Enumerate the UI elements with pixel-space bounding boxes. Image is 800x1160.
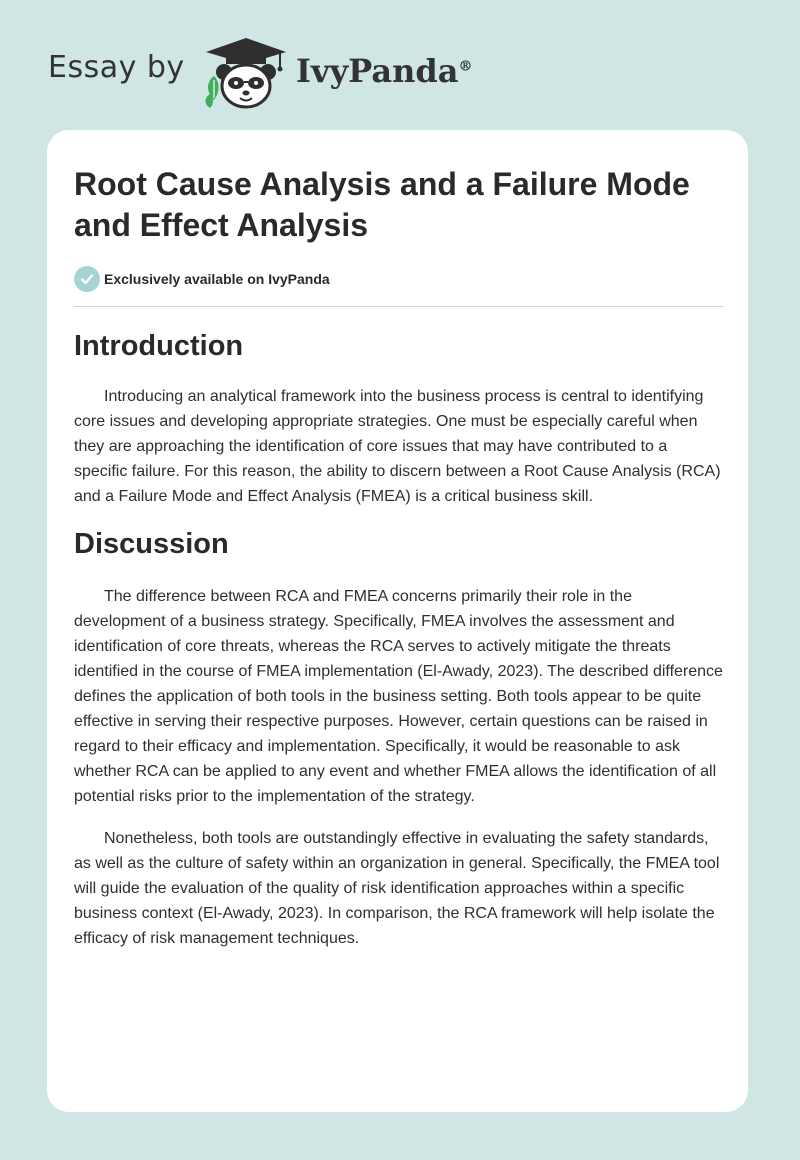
exclusive-badge: [74, 266, 724, 292]
section-heading-introduction: Introduction: [74, 330, 244, 362]
title-divider: [74, 306, 724, 307]
exclusive-badge-text: Exclusively available on IvyPanda: [104, 271, 330, 287]
site-header: [0, 0, 800, 120]
essay-by-label: Essay by: [48, 50, 185, 85]
paragraph: The difference between RCA and FMEA concerns primarily their role in the development of a business strategy. Specifically, FMEA involves the assessment and identification of core threats, whereas the RCA serves to actively mitigate the threats identified in the course of FMEA implementation (El-Awady, 2023). The described difference defines the application of both tools in the business setting. Both tools appear to be quite effective in serving their respective purposes. However, certain questions can be raised in regard to their efficacy and implementation. Specifically, it would be reasonable to ask whether RCA can be applied to any event and whether FMEA allows the identification of all potential risks prior to the implementation of the strategy.: [74, 588, 723, 805]
ivypanda-logo-icon[interactable]: [200, 36, 292, 110]
article-card: [47, 130, 748, 1112]
brand-text: IvyPanda: [296, 52, 459, 90]
brand-name[interactable]: [296, 52, 472, 90]
check-icon: [74, 266, 100, 292]
article-title: Root Cause Analysis and a Failure Mode and Effect Analysis: [74, 166, 690, 243]
article-content: [74, 164, 724, 951]
paragraph: Introducing an analytical framework into the business process is central to identifying core issues and developing appropriate strategies. One must be especially careful when they are approaching the identification of core issues that may have contributed to a specific failure. For this reason, the ability to discern between a Root Cause Analysis (RCA) and a Failure Mode and Effect Analysis (FMEA) is a critical business skill.: [74, 388, 721, 505]
section-heading-discussion: Discussion: [74, 528, 229, 560]
registered-mark: ®: [458, 58, 473, 75]
paragraph: Nonetheless, both tools are outstandingly effective in evaluating the safety standards, as well as the culture of safety within an organization in general. Specifically, the FMEA tool will guide the evaluation of the quality of risk identification approaches within a specific business context (El-Awady, 2023). In comparison, the RCA framework will help isolate the efficacy of risk management techniques.: [74, 830, 720, 947]
